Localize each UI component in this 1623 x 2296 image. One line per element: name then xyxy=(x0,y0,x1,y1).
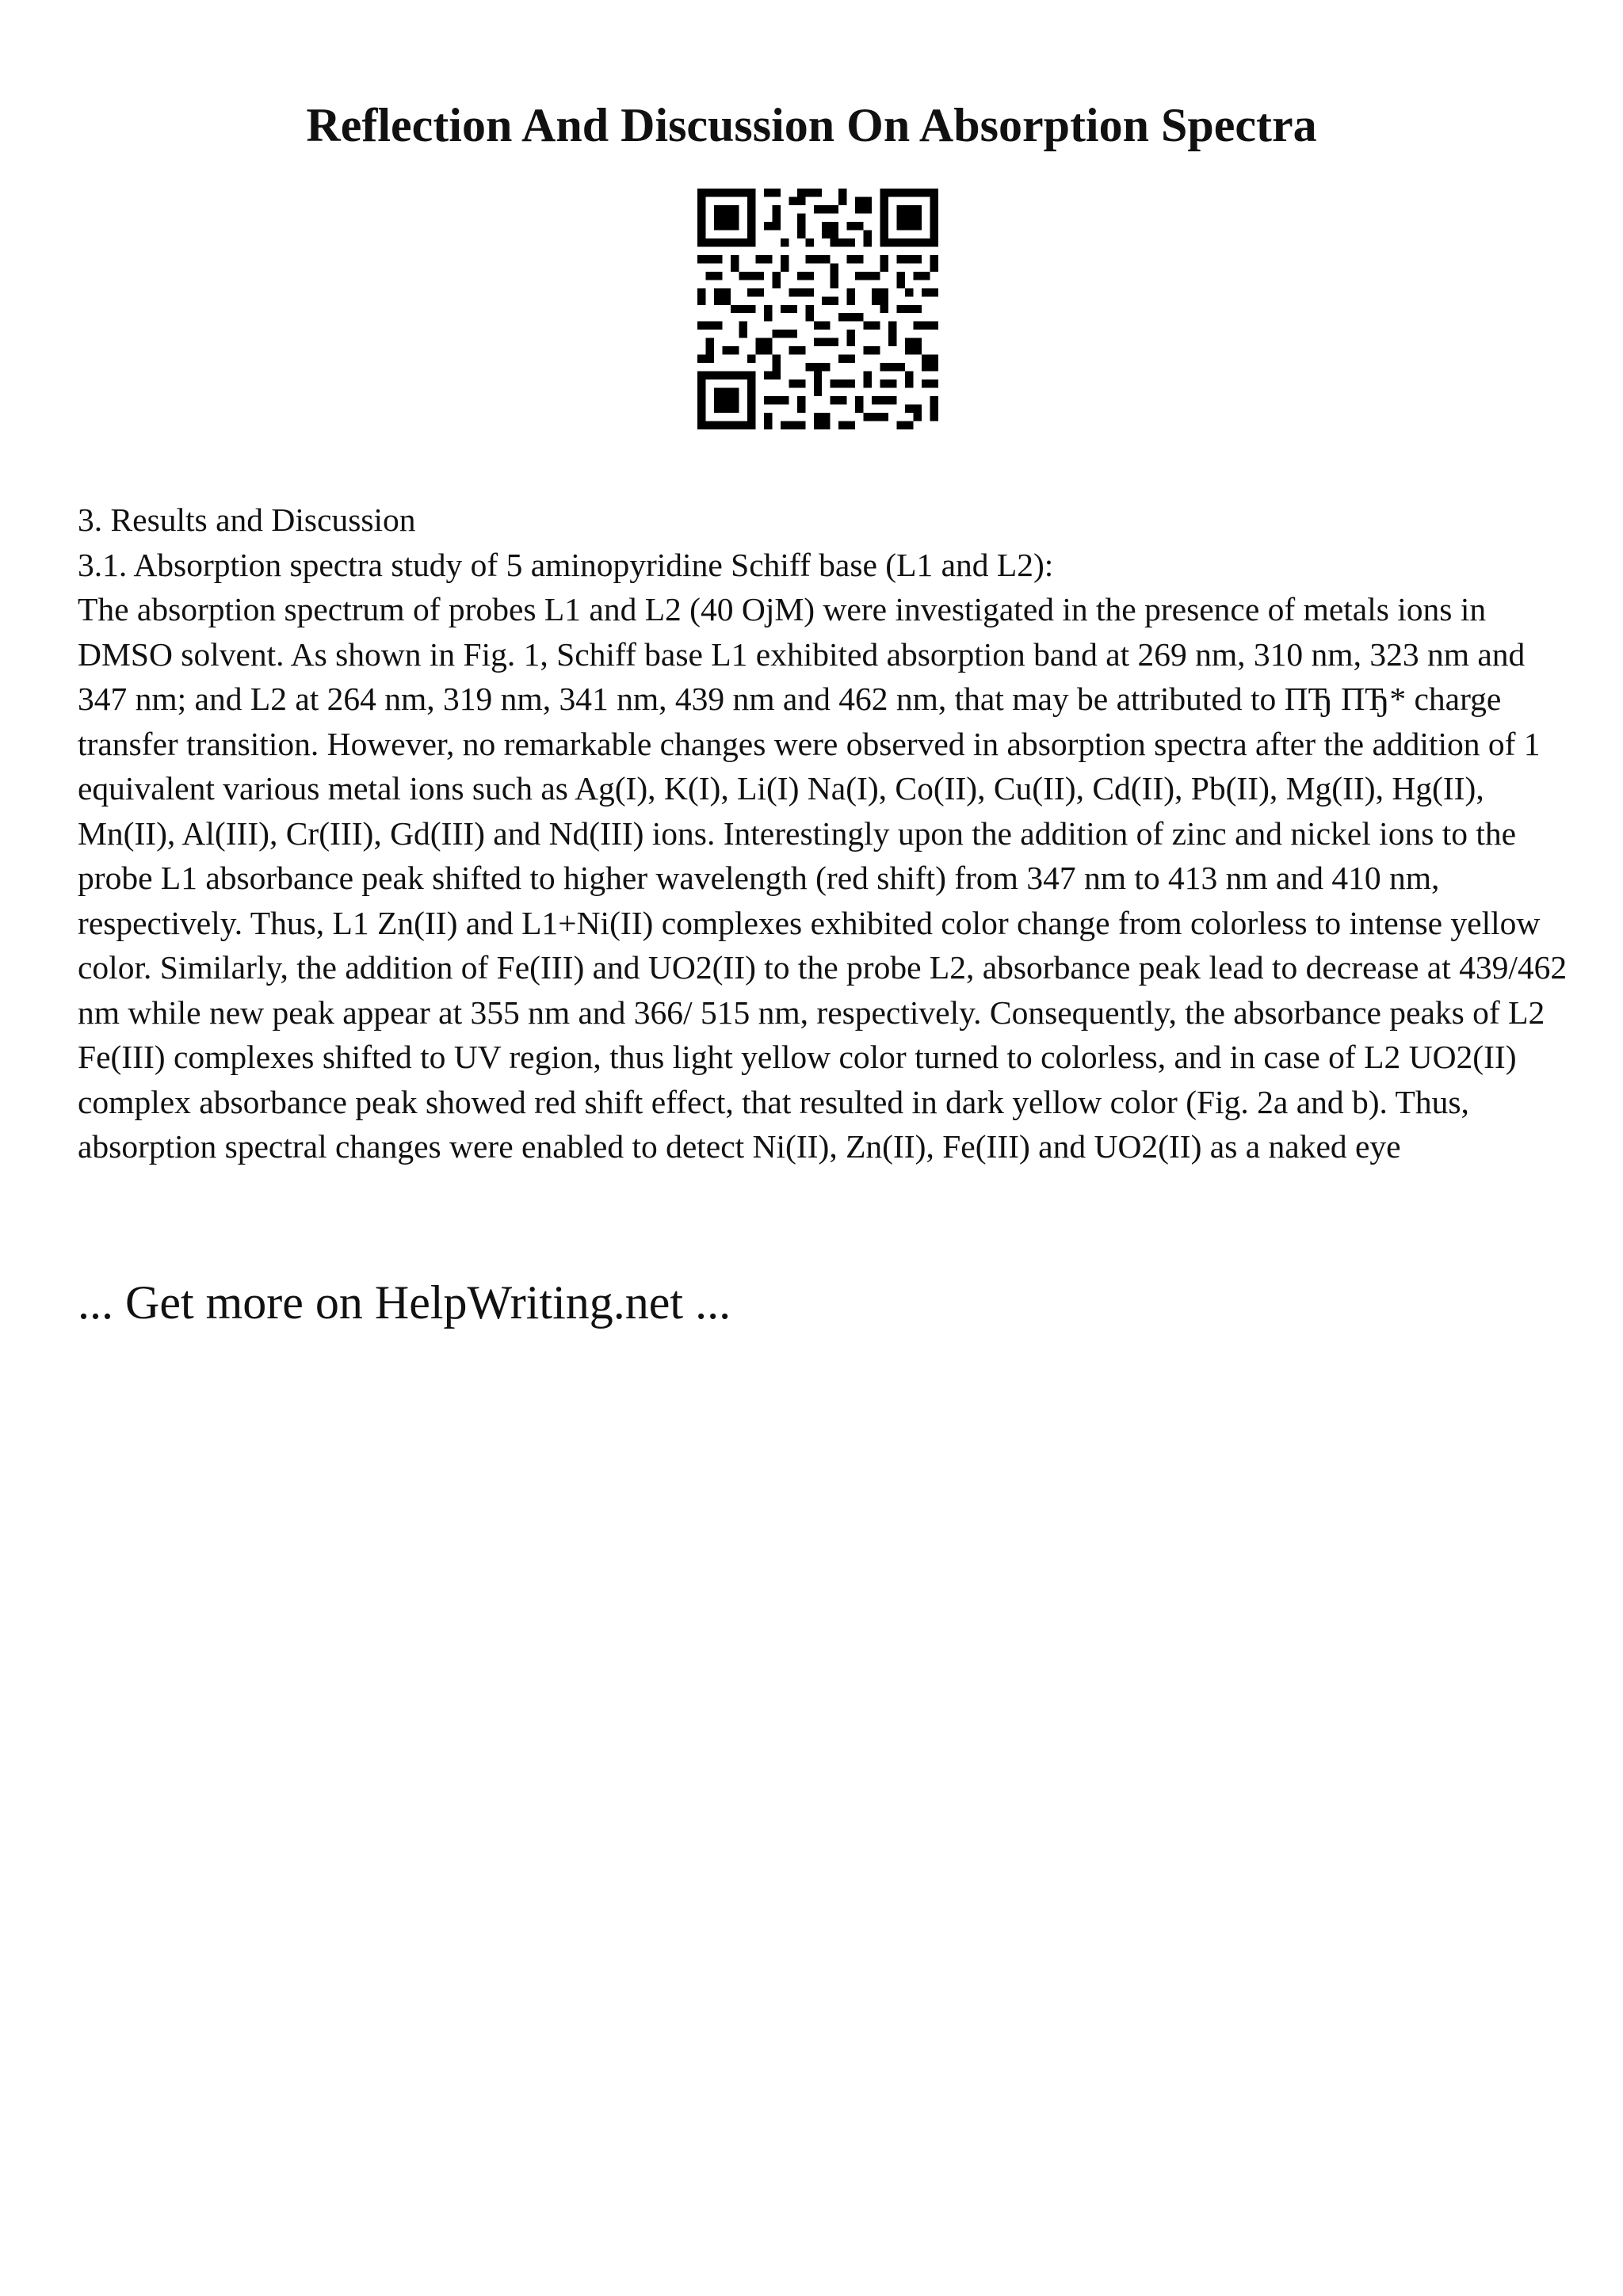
article-body xyxy=(78,498,1568,1169)
subsection-heading: 3.1. Absorption spectra study of 5 aminopyridine Schiff base (L1 and L2): xyxy=(78,546,1054,583)
get-more-link[interactable]: ... Get more on HelpWriting.net ... xyxy=(78,1276,731,1329)
section-heading: 3. Results and Discussion xyxy=(78,502,416,538)
body-paragraph: The absorption spectrum of probes L1 and L2 (40 OjM) were investigated in the presence of metals ions in DMSO solvent. As shown in Fig. 1, Schiff base L1 exhibited absorption band at 269 nm, 310 nm, 323 nm and 347 nm; and L2 at 264 nm, 319 nm, 341 nm, 439 nm and 462 nm, that may be attributed to ПЂ ПЂ* charge transfer transition. However, no remarkable changes were observed in absorption spectra after the addition of 1 equivalent various metal ions such as Ag(I), K(I), Li(I) Na(I), Co(II), Cu(II), Cd(II), Pb(II), Mg(II), Hg(II), Mn(II), Al(III), Cr(III), Gd(III) and Nd(III) ions. Interestingly upon the addition of zinc and nickel ions to the probe L1 absorbance peak shifted to higher wavelength (red shift) from 347 nm to 413 nm and 410 nm, respectively. Thus, L1 Zn(II) and L1+Ni(II) complexes exhibited color change from colorless to intense yellow color. Similarly, the addition of Fe(III) and UO2(II) to the probe L2, absorbance peak lead to decrease at 439/462 nm while new peak appear at 355 nm and 366/ 515 nm, respectively. Consequently, the absorbance peaks of L2 Fe(III) complexes shifted to UV region, thus light yellow color turned to colorless, and in case of L2 UO2(II) complex absorbance peak showed red shift effect, that resulted in dark yellow color (Fig. 2a and b). Thus, absorption spectral changes were enabled to detect Ni(II), Zn(II), Fe(III) and UO2(II) as a naked eye xyxy=(78,591,1568,1165)
qr-code-icon[interactable] xyxy=(697,189,938,429)
page-title: Reflection And Discussion On Absorption Spectra xyxy=(306,99,1317,151)
